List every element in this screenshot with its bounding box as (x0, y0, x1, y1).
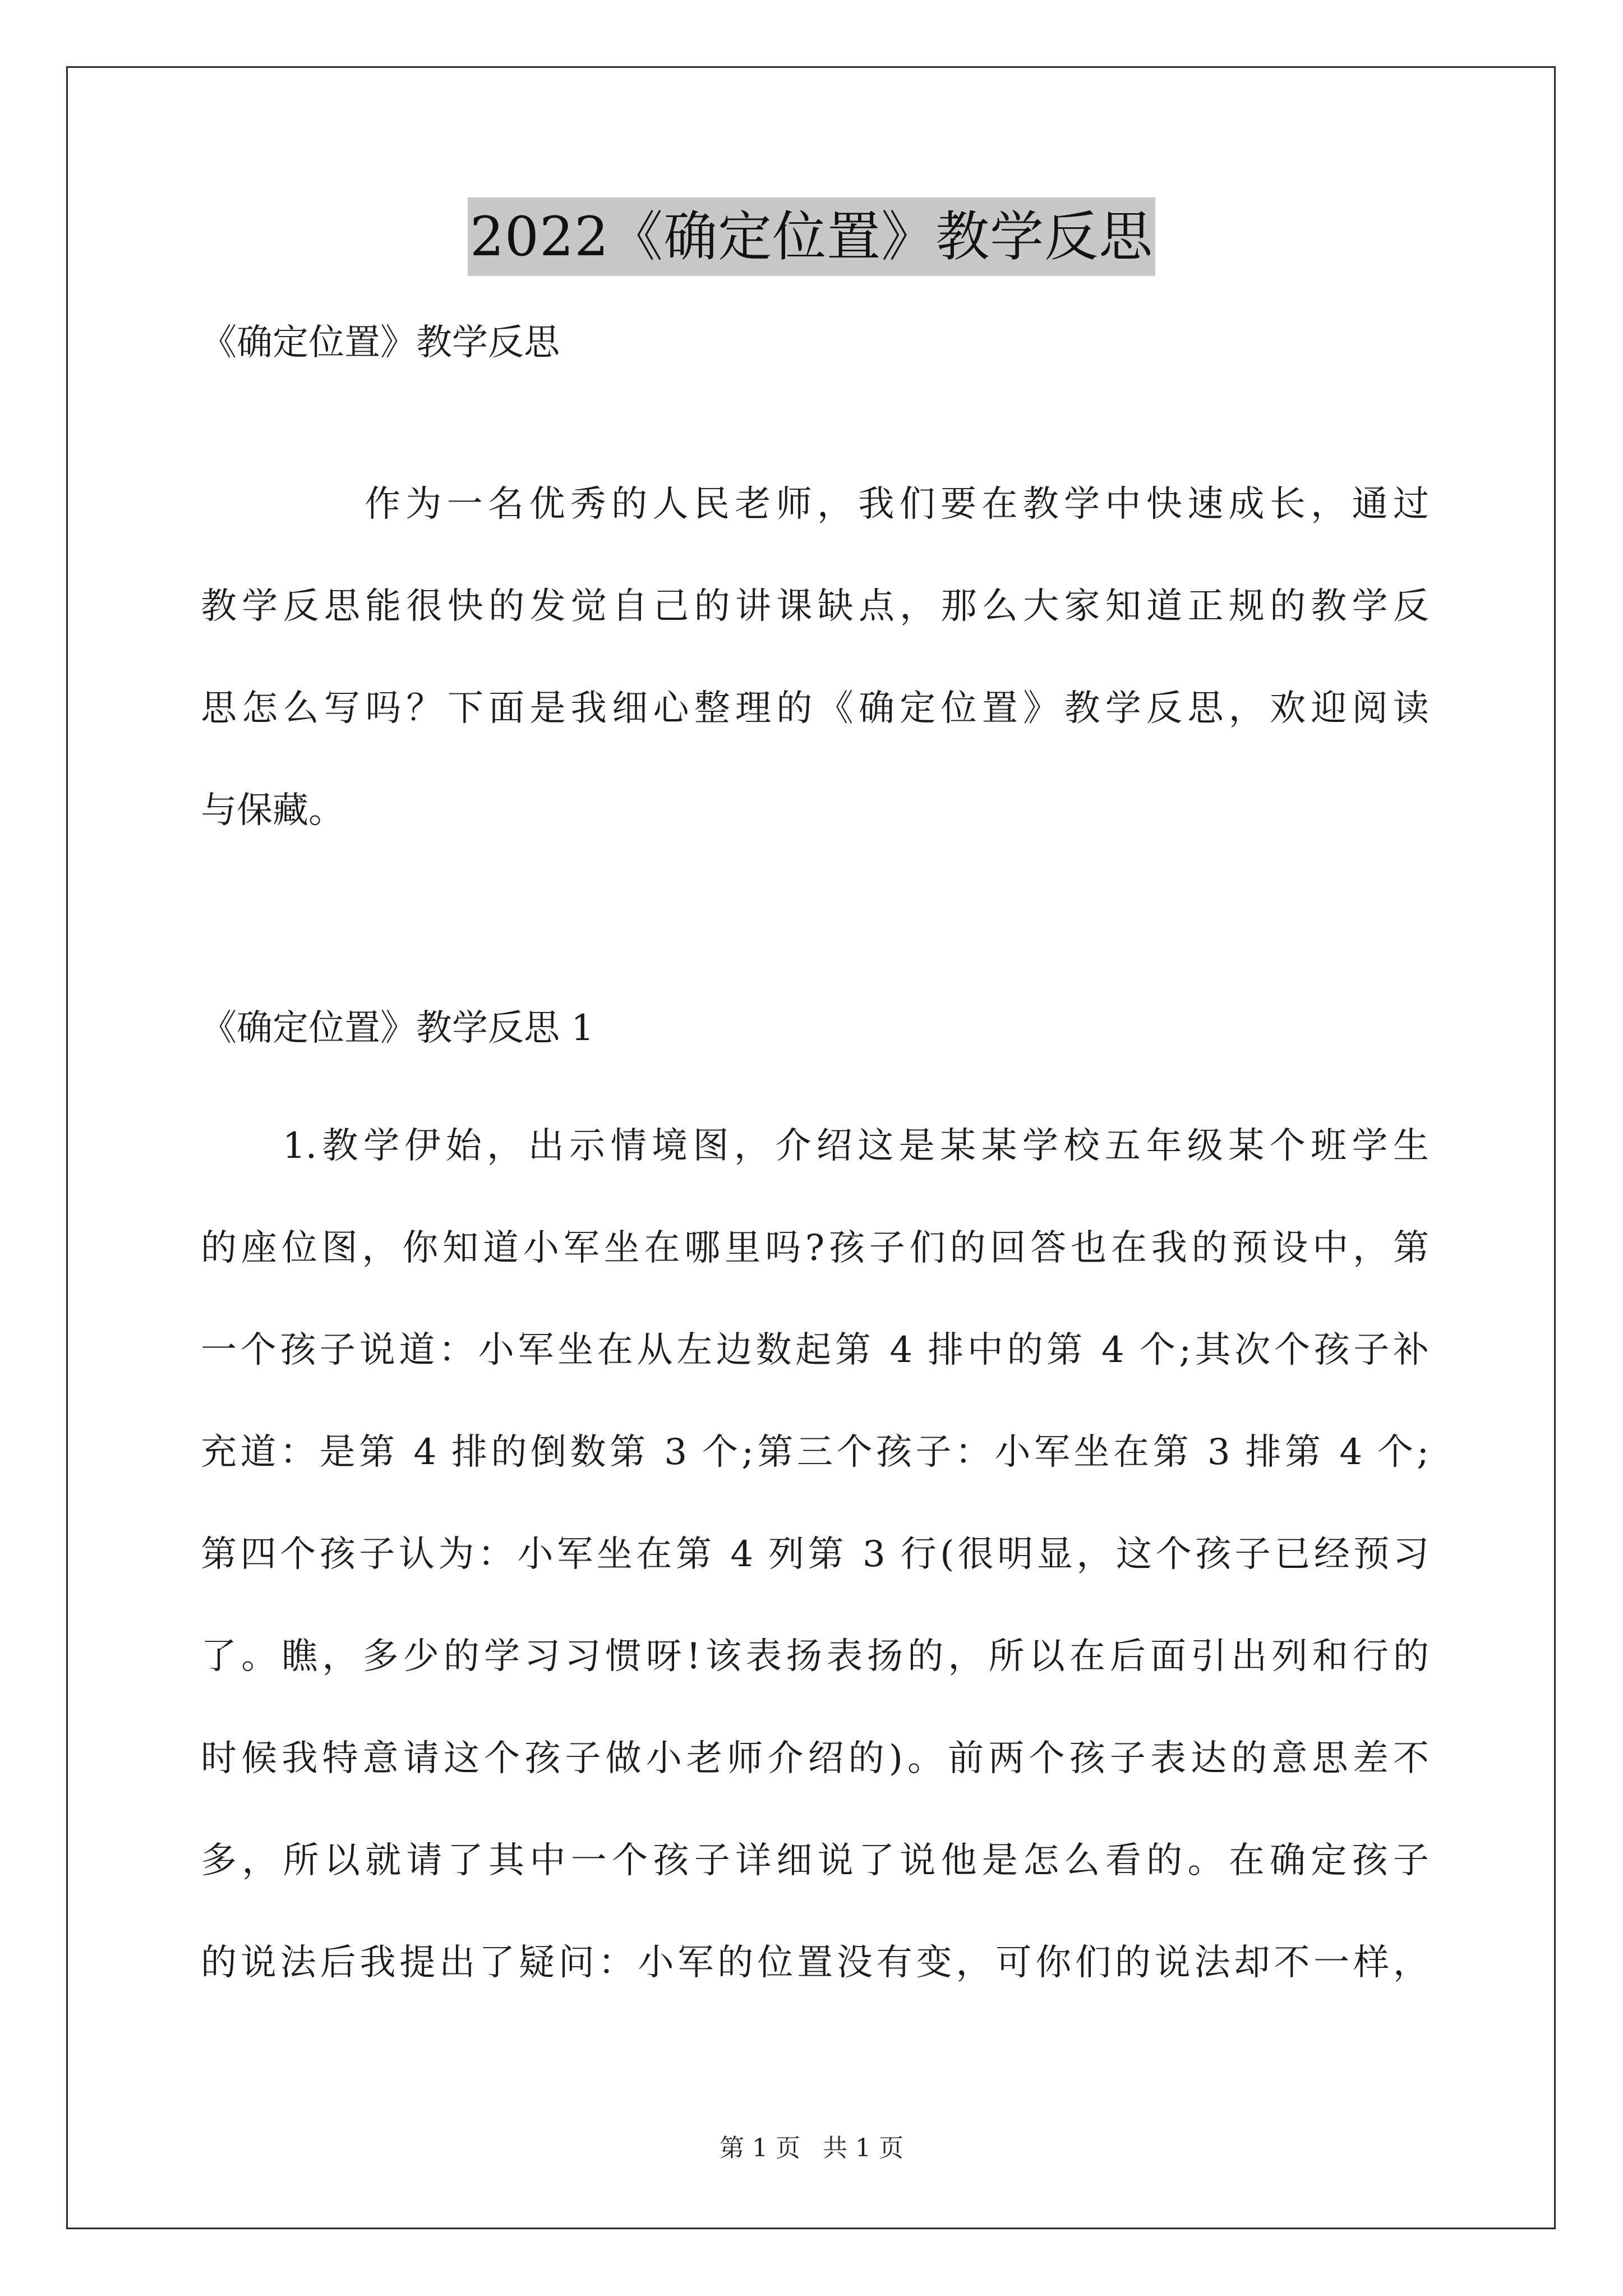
body-line: 一个孩子说道：小军坐在从左边数起第 4 排中的第 4 个;其次个孩子补 (201, 1329, 1429, 1371)
intro-line: 思怎么写吗？下面是我细心整理的《确定位置》教学反思，欢迎阅读 (201, 688, 1429, 729)
section-heading: 《确定位置》教学反思 1 (201, 1007, 594, 1049)
page-footer (0, 2132, 1623, 2165)
body-paragraph (201, 1095, 1429, 2014)
page-number: 第 1 页 (720, 2134, 800, 2162)
body-line: 1.教学伊始，出示情境图，介绍这是某某学校五年级某个班学生 (283, 1125, 1429, 1167)
body-line: 时候我特意请这个孩子做小老师介绍的)。前两个孩子表达的意思差不 (201, 1738, 1429, 1779)
document-subtitle: 《确定位置》教学反思 (201, 322, 560, 364)
intro-paragraph (201, 453, 1429, 862)
title-wrap (0, 197, 1623, 276)
page-total: 共 1 页 (823, 2134, 903, 2162)
body-line: 了。瞧，多少的学习习惯呀!该表扬表扬的，所以在后面引出列和行的 (201, 1636, 1429, 1677)
body-line: 多，所以就请了其中一个孩子详细说了说他是怎么看的。在确定孩子 (201, 1840, 1429, 1881)
intro-line: 作为一名优秀的人民老师，我们要在教学中快速成长，通过 (365, 484, 1429, 525)
body-line: 的说法后我提出了疑问：小军的位置没有变，可你们的说法却不一样， (201, 1942, 1429, 1984)
body-line: 充道：是第 4 排的倒数第 3 个;第三个孩子：小军坐在第 3 排第 4 个; (201, 1432, 1429, 1473)
body-line: 第四个孩子认为：小军坐在第 4 列第 3 行(很明显，这个孩子已经预习 (201, 1534, 1429, 1575)
document-title: 2022《确定位置》教学反思 (468, 197, 1155, 276)
intro-line: 与保藏。 (201, 790, 344, 831)
intro-line: 教学反思能很快的发觉自己的讲课缺点，那么大家知道正规的教学反 (201, 586, 1429, 627)
body-line: 的座位图，你知道小军坐在哪里吗?孩子们的回答也在我的预设中，第 (201, 1227, 1429, 1269)
